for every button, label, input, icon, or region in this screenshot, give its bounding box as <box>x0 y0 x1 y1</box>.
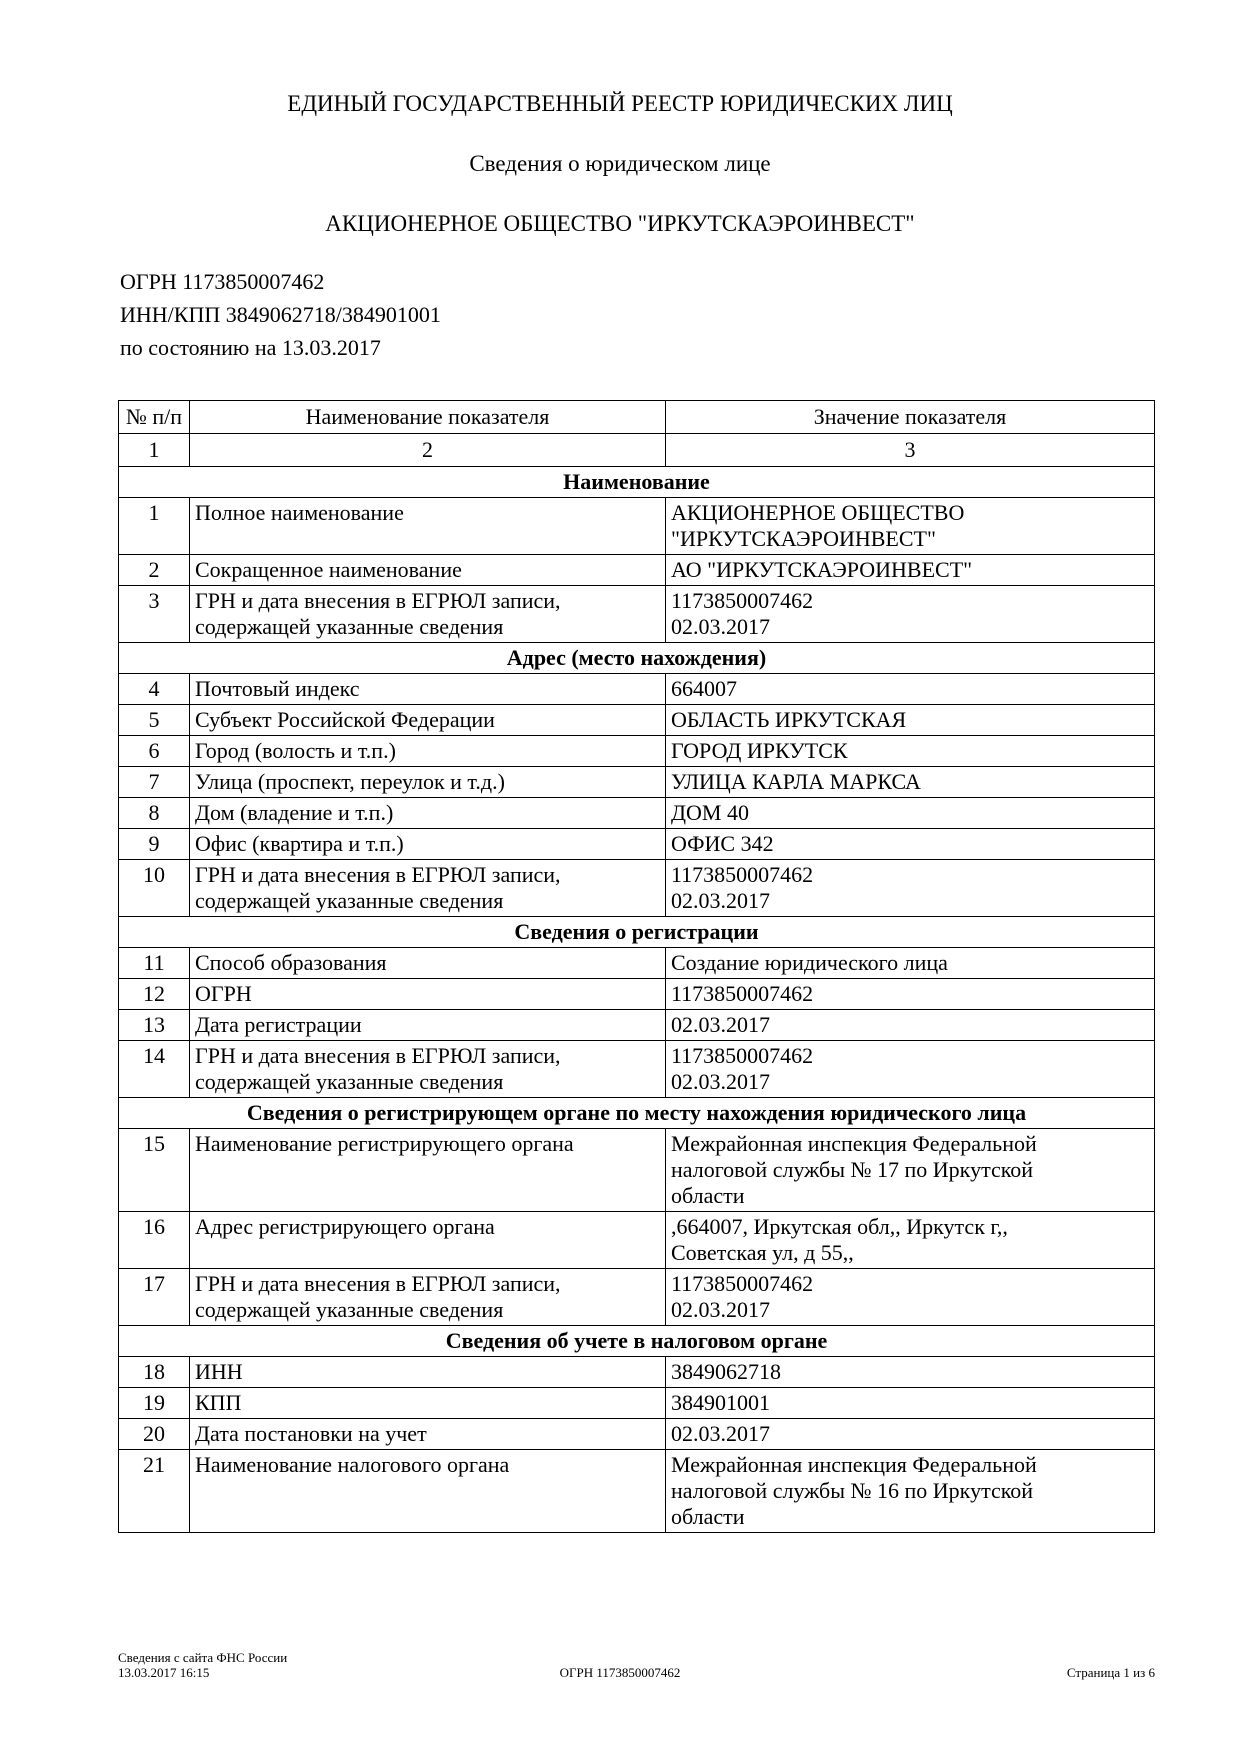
table-body <box>119 467 1155 1533</box>
indicator-name: Способ образования <box>190 948 666 979</box>
column-header-value: Значение показателя <box>666 401 1155 434</box>
indicator-name: ИНН <box>190 1357 666 1388</box>
table-row <box>119 1010 1155 1041</box>
indicator-name: ОГРН <box>190 979 666 1010</box>
document-meta <box>120 265 441 364</box>
column-index-3: 3 <box>666 434 1155 467</box>
indicator-name: Дом (владение и т.п.) <box>190 798 666 829</box>
indicator-name: Офис (квартира и т.п.) <box>190 829 666 860</box>
indicator-value: 664007 <box>666 674 1155 705</box>
footer-timestamp: 13.03.2017 16:15 <box>118 1665 210 1680</box>
indicator-name: ГРН и дата внесения в ЕГРЮЛ записи, содержащей указанные сведения <box>190 1041 666 1098</box>
row-number: 4 <box>119 674 190 705</box>
indicator-name: Дата регистрации <box>190 1010 666 1041</box>
table-row <box>119 979 1155 1010</box>
row-number: 3 <box>119 586 190 643</box>
company-name: АКЦИОНЕРНОЕ ОБЩЕСТВО "ИРКУТСКАЭРОИНВЕСТ" <box>325 211 915 236</box>
indicator-value: 384901001 <box>666 1388 1155 1419</box>
row-number: 5 <box>119 705 190 736</box>
row-number: 11 <box>119 948 190 979</box>
indicator-name: ГРН и дата внесения в ЕГРЮЛ записи, содержащей указанные сведения <box>190 1269 666 1326</box>
table-row <box>119 736 1155 767</box>
section-header-row <box>119 643 1155 674</box>
section-header-row <box>119 1326 1155 1357</box>
section-header-row <box>119 917 1155 948</box>
section-title: Наименование <box>119 467 1155 498</box>
table-row <box>119 1357 1155 1388</box>
indicator-value: Межрайонная инспекция Федеральной налоговой службы № 16 по Иркутской области <box>666 1450 1155 1533</box>
row-number: 18 <box>119 1357 190 1388</box>
row-number: 8 <box>119 798 190 829</box>
indicator-name: Полное наименование <box>190 498 666 555</box>
footer-ogrn: ОГРН 1173850007462 <box>559 1665 681 1680</box>
indicator-value: ОФИС 342 <box>666 829 1155 860</box>
row-number: 15 <box>119 1129 190 1212</box>
table-row <box>119 948 1155 979</box>
column-index-1: 1 <box>119 434 190 467</box>
section-title: Сведения о регистрирующем органе по месту нахождения юридического лица <box>119 1098 1155 1129</box>
indicator-name: ГРН и дата внесения в ЕГРЮЛ записи, содержащей указанные сведения <box>190 860 666 917</box>
indicator-value: 1173850007462 <box>666 979 1155 1010</box>
indicator-name: Адрес регистрирующего органа <box>190 1212 666 1269</box>
indicator-value: ОБЛАСТЬ ИРКУТСКАЯ <box>666 705 1155 736</box>
table-row <box>119 1419 1155 1450</box>
column-header-number: № п/п <box>119 401 190 434</box>
section-title: Адрес (место нахождения) <box>119 643 1155 674</box>
table-row <box>119 555 1155 586</box>
section-header-row <box>119 467 1155 498</box>
footer-source: Сведения с сайта ФНС России <box>118 1650 288 1665</box>
table-row <box>119 1388 1155 1419</box>
indicator-value: УЛИЦА КАРЛА МАРКСА <box>666 767 1155 798</box>
indicator-value: 1173850007462 02.03.2017 <box>666 1041 1155 1098</box>
indicator-value: Создание юридического лица <box>666 948 1155 979</box>
meta-inn-kpp: ИНН/КПП 3849062718/384901001 <box>120 302 441 327</box>
row-number: 17 <box>119 1269 190 1326</box>
section-header-row <box>119 1098 1155 1129</box>
indicator-name: Дата постановки на учет <box>190 1419 666 1450</box>
footer-page-number: Страница 1 из 6 <box>1066 1665 1155 1680</box>
indicator-value: ГОРОД ИРКУТСК <box>666 736 1155 767</box>
table-row <box>119 498 1155 555</box>
table-row <box>119 674 1155 705</box>
registry-title: ЕДИНЫЙ ГОСУДАРСТВЕННЫЙ РЕЕСТР ЮРИДИЧЕСКИХ ЛИЦ <box>287 91 953 116</box>
indicator-name: Город (волость и т.п.) <box>190 736 666 767</box>
indicator-name: Наименование регистрирующего органа <box>190 1129 666 1212</box>
registry-table <box>118 400 1155 1533</box>
table-row <box>119 1450 1155 1533</box>
indicator-name: Наименование налогового органа <box>190 1450 666 1533</box>
column-header-indicator: Наименование показателя <box>190 401 666 434</box>
row-number: 6 <box>119 736 190 767</box>
indicator-value: АО "ИРКУТСКАЭРОИНВЕСТ" <box>666 555 1155 586</box>
table-row <box>119 829 1155 860</box>
row-number: 2 <box>119 555 190 586</box>
indicator-value: АКЦИОНЕРНОЕ ОБЩЕСТВО "ИРКУТСКАЭРОИНВЕСТ" <box>666 498 1155 555</box>
row-number: 1 <box>119 498 190 555</box>
indicator-value: ДОМ 40 <box>666 798 1155 829</box>
indicator-name: ГРН и дата внесения в ЕГРЮЛ записи, содержащей указанные сведения <box>190 586 666 643</box>
table-row <box>119 1129 1155 1212</box>
row-number: 12 <box>119 979 190 1010</box>
row-number: 20 <box>119 1419 190 1450</box>
table-row <box>119 798 1155 829</box>
column-index-2: 2 <box>190 434 666 467</box>
indicator-value: ,664007, Иркутская обл,, Иркутск г,, Советская ул, д 55,, <box>666 1212 1155 1269</box>
row-number: 13 <box>119 1010 190 1041</box>
row-number: 10 <box>119 860 190 917</box>
indicator-name: Улица (проспект, переулок и т.д.) <box>190 767 666 798</box>
row-number: 16 <box>119 1212 190 1269</box>
indicator-value: 3849062718 <box>666 1357 1155 1388</box>
indicator-value: 02.03.2017 <box>666 1419 1155 1450</box>
row-number: 19 <box>119 1388 190 1419</box>
table-row <box>119 1269 1155 1326</box>
indicator-name: Почтовый индекс <box>190 674 666 705</box>
indicator-name: КПП <box>190 1388 666 1419</box>
indicator-value: 1173850007462 02.03.2017 <box>666 586 1155 643</box>
indicator-value: 1173850007462 02.03.2017 <box>666 860 1155 917</box>
row-number: 21 <box>119 1450 190 1533</box>
table-row <box>119 767 1155 798</box>
table-row <box>119 705 1155 736</box>
table-row <box>119 586 1155 643</box>
row-number: 9 <box>119 829 190 860</box>
meta-ogrn: ОГРН 1173850007462 <box>120 269 325 294</box>
table-row <box>119 860 1155 917</box>
indicator-value: 1173850007462 02.03.2017 <box>666 1269 1155 1326</box>
section-title: Сведения о регистрации <box>119 917 1155 948</box>
table-header-row <box>119 401 1155 434</box>
indicator-value: 02.03.2017 <box>666 1010 1155 1041</box>
table-index-row <box>119 434 1155 467</box>
indicator-value: Межрайонная инспекция Федеральной налоговой службы № 17 по Иркутской области <box>666 1129 1155 1212</box>
table-row <box>119 1212 1155 1269</box>
indicator-name: Субъект Российской Федерации <box>190 705 666 736</box>
meta-as-of: по состоянию на 13.03.2017 <box>120 335 381 360</box>
row-number: 14 <box>119 1041 190 1098</box>
document-subtitle: Сведения о юридическом лице <box>469 151 771 176</box>
row-number: 7 <box>119 767 190 798</box>
indicator-name: Сокращенное наименование <box>190 555 666 586</box>
section-title: Сведения об учете в налоговом органе <box>119 1326 1155 1357</box>
table-row <box>119 1041 1155 1098</box>
